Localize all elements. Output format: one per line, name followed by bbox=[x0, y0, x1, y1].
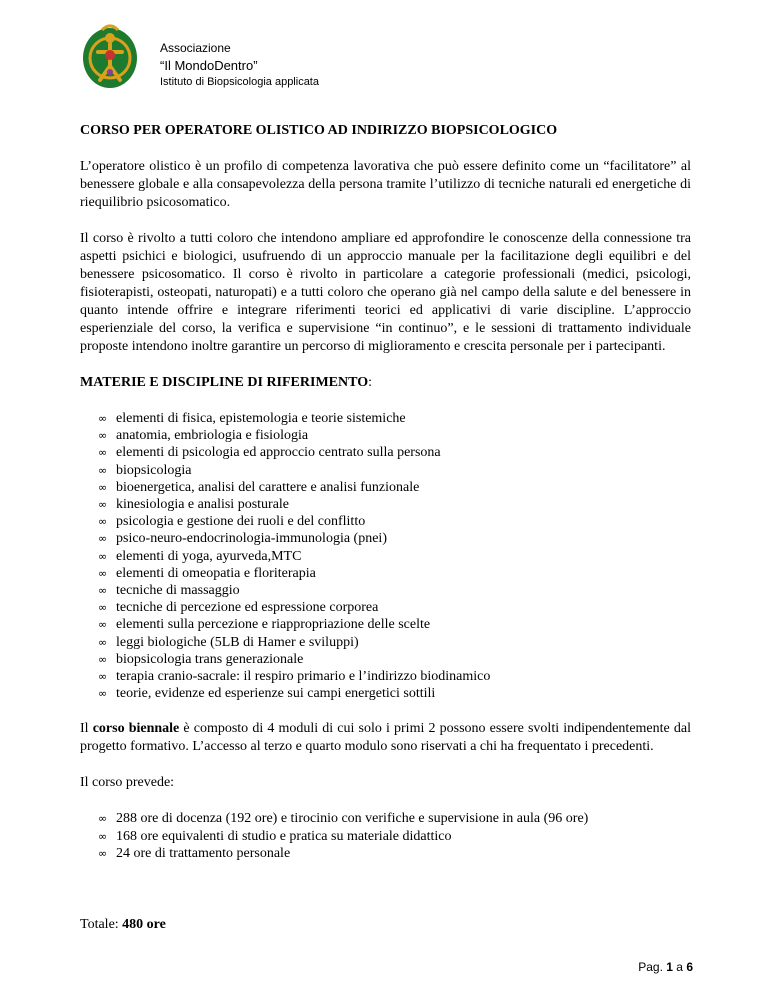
subject-item bbox=[98, 599, 691, 616]
course-structure-paragraph: Il corso biennale è composto di 4 moduli di cui solo i primi 2 possono essere svolti indipendentemente dal progetto formativo. L’accesso al terzo e quarto modulo sono riservati a chi ha frequentato i precedenti. bbox=[80, 721, 691, 755]
subject-item bbox=[98, 427, 691, 444]
subject-item-text: psicologia e gestione dei ruoli e del conflitto bbox=[116, 514, 366, 530]
subject-item bbox=[98, 444, 691, 461]
subject-item-text: tecniche di massaggio bbox=[116, 583, 240, 599]
course-include-item bbox=[98, 845, 691, 862]
infinity-bullet-icon: ∞ bbox=[98, 515, 108, 529]
association-logo bbox=[80, 20, 140, 92]
subject-item bbox=[98, 685, 691, 702]
subject-item bbox=[98, 668, 691, 685]
infinity-bullet-icon: ∞ bbox=[98, 687, 108, 701]
total-hours: Totale: 480 ore bbox=[80, 917, 166, 933]
subject-item bbox=[98, 616, 691, 633]
subject-item bbox=[98, 582, 691, 599]
subject-item-text: anatomia, embriologia e fisiologia bbox=[116, 428, 309, 444]
subject-item-text: bioenergetica, analisi del carattere e analisi funzionale bbox=[116, 479, 420, 495]
infinity-bullet-icon: ∞ bbox=[98, 601, 108, 615]
course-includes-list bbox=[80, 810, 691, 862]
subject-item bbox=[98, 565, 691, 582]
document-title: CORSO PER OPERATORE OLISTICO AD INDIRIZZO BIOPSICOLOGICO bbox=[80, 123, 558, 138]
subject-item-text: elementi di fisica, epistemologia e teorie sistemiche bbox=[116, 411, 406, 426]
course-includes-heading: Il corso prevede: bbox=[80, 775, 175, 791]
subject-item-text: elementi sulla percezione e riappropriazione delle scelte bbox=[116, 617, 431, 633]
subject-item bbox=[98, 651, 691, 668]
infinity-bullet-icon: ∞ bbox=[98, 812, 108, 826]
subject-item bbox=[98, 479, 691, 496]
infinity-bullet-icon: ∞ bbox=[98, 635, 108, 649]
infinity-bullet-icon: ∞ bbox=[98, 463, 108, 477]
document-body bbox=[80, 122, 691, 934]
subject-item-text: teorie, evidenze ed esperienze sui campi energetici sottili bbox=[116, 686, 436, 702]
subject-item-text: psico-neuro-endocrinologia-immunologia (pnei) bbox=[116, 531, 387, 547]
subject-item-text: elementi di psicologia ed approccio centrato sulla persona bbox=[116, 445, 441, 461]
infinity-bullet-icon: ∞ bbox=[98, 446, 108, 460]
subjects-heading: MATERIE E DISCIPLINE DI RIFERIMENTO: bbox=[80, 375, 372, 390]
infinity-bullet-icon: ∞ bbox=[98, 480, 108, 494]
subject-item-text: elementi di yoga, ayurveda,MTC bbox=[116, 548, 302, 564]
subject-item-text: leggi biologiche (5LB di Hamer e sviluppi) bbox=[116, 634, 359, 650]
subject-item bbox=[98, 410, 691, 427]
subject-item bbox=[98, 462, 691, 479]
infinity-bullet-icon: ∞ bbox=[98, 670, 108, 684]
course-include-item bbox=[98, 828, 691, 845]
infinity-bullet-icon: ∞ bbox=[98, 584, 108, 598]
infinity-bullet-icon: ∞ bbox=[98, 652, 108, 666]
infinity-bullet-icon: ∞ bbox=[98, 532, 108, 546]
organization-name bbox=[160, 40, 319, 91]
subject-item-text: terapia cranio-sacrale: il respiro primario e l’indirizzo biodinamico bbox=[116, 669, 491, 685]
infinity-bullet-icon: ∞ bbox=[98, 498, 108, 512]
subject-item bbox=[98, 530, 691, 547]
org-line-1: Associazione bbox=[160, 41, 231, 55]
subject-item-text: tecniche di percezione ed espressione corporea bbox=[116, 600, 379, 616]
subject-item bbox=[98, 513, 691, 530]
course-include-item-text: 288 ore di docenza (192 ore) e tirocinio con verifiche e supervisione in aula (96 ore) bbox=[116, 811, 589, 827]
infinity-bullet-icon: ∞ bbox=[98, 618, 108, 632]
infinity-bullet-icon: ∞ bbox=[98, 846, 108, 860]
page-number: Pag. 1 a 6 bbox=[638, 960, 693, 974]
subject-item-text: elementi di omeopatia e floriterapia bbox=[116, 565, 316, 581]
course-include-item-text: 168 ore equivalenti di studio e pratica su materiale didattico bbox=[116, 828, 452, 844]
org-line-2: “Il MondoDentro” bbox=[160, 58, 258, 73]
course-include-item-text: 24 ore di trattamento personale bbox=[116, 845, 291, 861]
subject-item-text: biopsicologia trans generazionale bbox=[116, 651, 304, 667]
subject-item-text: biopsicologia bbox=[116, 462, 192, 478]
infinity-bullet-icon: ∞ bbox=[98, 412, 108, 425]
course-description-paragraph: Il corso è rivolto a tutti coloro che intendono ampliare ed approfondire le conoscenze della connessione tra aspetti psichici e biologici, usufruendo di un approccio manuale per la facilitazione degli equilibri e del benessere psicosomatico. Il corso è rivolto in particolare a categorie professionali (medici, psicologi, fisioterapisti, osteopati, naturopati) e a tutti coloro che operano già nel campo della salute e del benessere in quanto intende offrire e integrare riferimenti teorici ed applicativi di varie discipline. L’approccio esperienziale del corso, la verifica e supervisione “in continuo”, e le sessioni di trattamento individuale proposte intendono inoltre garantire un percorso di miglioramento e crescita personale per i partecipanti. bbox=[80, 231, 691, 354]
infinity-bullet-icon: ∞ bbox=[98, 429, 108, 443]
subject-item-text: kinesiologia e analisi posturale bbox=[116, 497, 290, 513]
org-line-3: Istituto di Biopsicologia applicata bbox=[160, 76, 319, 88]
subject-item bbox=[98, 496, 691, 513]
subject-item bbox=[98, 548, 691, 565]
subjects-list bbox=[80, 410, 691, 702]
intro-paragraph: L’operatore olistico è un profilo di competenza lavorativa che può essere definito come un “facilitatore” al benessere globale e alla consapevolezza della persona tramite l’utilizzo di tecniche naturali ed energetiche di riequilibrio psicosomatico. bbox=[80, 159, 691, 210]
infinity-bullet-icon: ∞ bbox=[98, 566, 108, 580]
infinity-bullet-icon: ∞ bbox=[98, 549, 108, 563]
letterhead bbox=[80, 20, 480, 100]
course-include-item bbox=[98, 810, 691, 827]
infinity-bullet-icon: ∞ bbox=[98, 829, 108, 843]
subject-item bbox=[98, 634, 691, 651]
